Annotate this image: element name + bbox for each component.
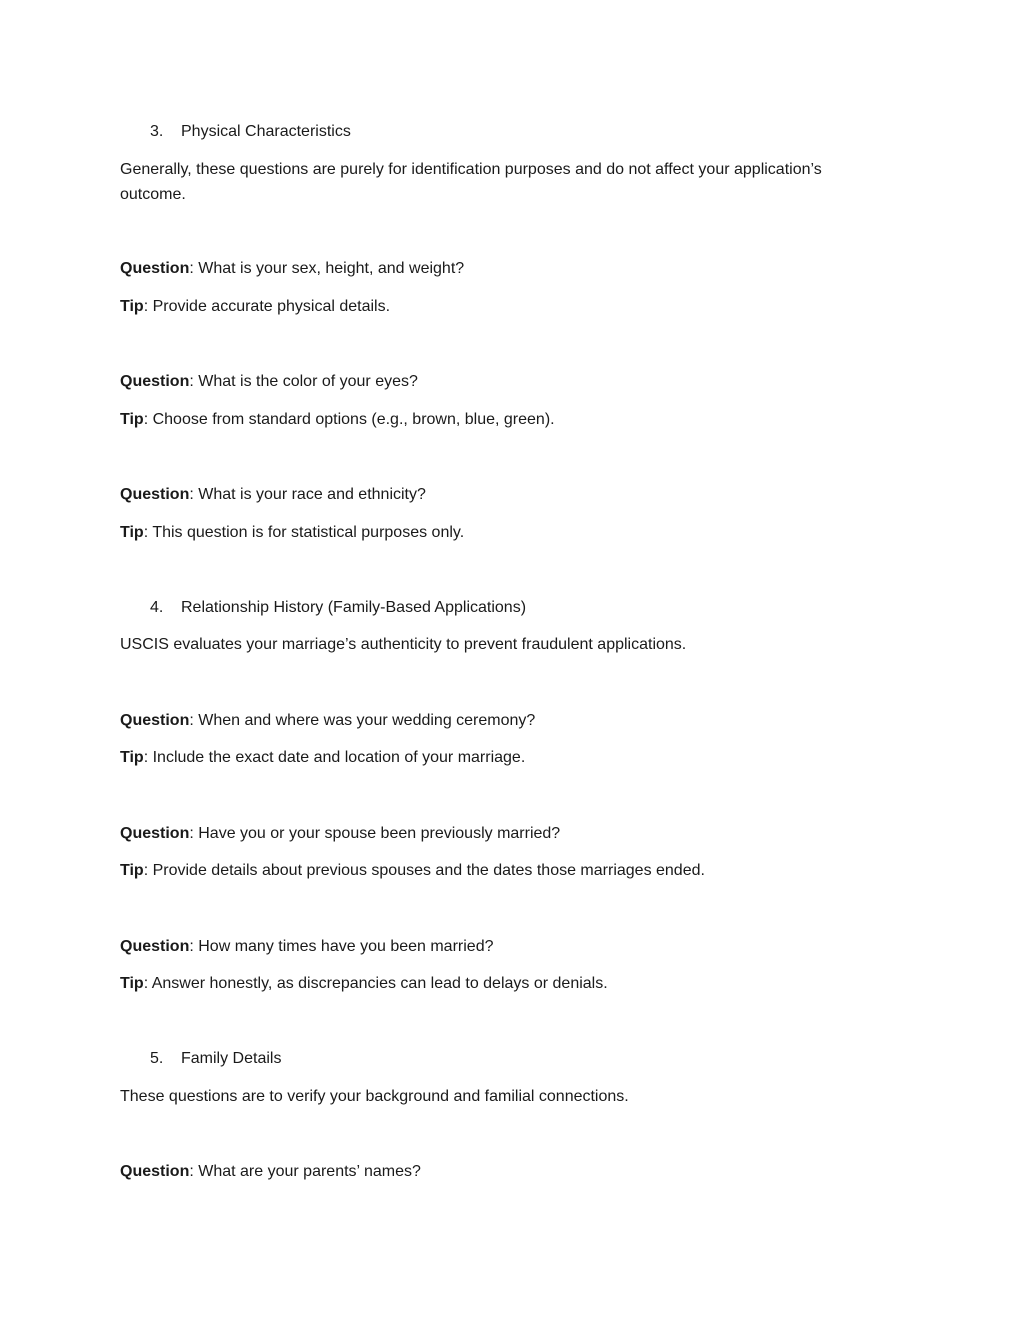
question-label: Question (120, 1163, 190, 1180)
question-label: Question (120, 260, 190, 277)
tip-label: Tip (120, 524, 144, 541)
question-label: Question (120, 373, 190, 390)
section-intro: Generally, these questions are purely for identification purposes and do not affect your application’s outcome. (120, 161, 822, 203)
question-line (120, 935, 493, 959)
label-separator: : (143, 749, 153, 766)
label-separator: : (189, 260, 199, 277)
section-heading (150, 596, 526, 620)
question-label: Question (120, 486, 190, 503)
section-title: Physical Characteristics (181, 123, 351, 140)
question-text: How many times have you been married? (198, 938, 494, 955)
question-label: Question (120, 712, 190, 729)
label-separator: : (143, 298, 153, 315)
section-number: 5. (150, 1050, 164, 1067)
section-title: Relationship History (Family-Based Applications) (181, 599, 527, 616)
label-separator: : (189, 373, 199, 390)
tip-label: Tip (120, 862, 144, 879)
question-line (120, 257, 464, 281)
tip-line (120, 972, 608, 996)
section-number: 4. (150, 599, 164, 616)
tip-line (120, 408, 555, 432)
question-line (120, 1160, 421, 1184)
section-intro: These questions are to verify your background and familial connections. (120, 1088, 629, 1105)
label-separator: : (143, 862, 153, 879)
section-intro: USCIS evaluates your marriage’s authenticity to prevent fraudulent applications. (120, 636, 687, 653)
tip-text: Choose from standard options (e.g., brown, blue, green). (152, 411, 555, 428)
tip-text: This question is for statistical purposes only. (152, 524, 465, 541)
label-separator: : (189, 712, 199, 729)
tip-label: Tip (120, 298, 144, 315)
section-heading (150, 120, 351, 144)
tip-text: Provide accurate physical details. (152, 298, 391, 315)
question-label: Question (120, 825, 190, 842)
label-separator: : (189, 1163, 199, 1180)
tip-text: Include the exact date and location of your marriage. (152, 749, 526, 766)
question-text: What is the color of your eyes? (198, 373, 418, 390)
question-line (120, 370, 418, 394)
tip-text: Answer honestly, as discrepancies can lead to delays or denials. (151, 975, 608, 992)
tip-line (120, 859, 705, 883)
label-separator: : (143, 411, 153, 428)
tip-text: Provide details about previous spouses and the dates those marriages ended. (152, 862, 705, 879)
question-line (120, 483, 426, 507)
label-separator: : (143, 975, 152, 992)
label-separator: : (189, 825, 199, 842)
label-separator: : (189, 938, 199, 955)
tip-label: Tip (120, 749, 144, 766)
question-text: What is your sex, height, and weight? (198, 260, 465, 277)
section-heading (150, 1047, 281, 1071)
question-text: When and where was your wedding ceremony? (198, 712, 536, 729)
section-title: Family Details (181, 1050, 282, 1067)
question-line (120, 709, 535, 733)
label-separator: : (189, 486, 199, 503)
tip-line (120, 521, 464, 545)
section-number: 3. (150, 123, 164, 140)
question-label: Question (120, 938, 190, 955)
question-text: What is your race and ethnicity? (198, 486, 426, 503)
label-separator: : (143, 524, 153, 541)
tip-line (120, 746, 525, 770)
tip-label: Tip (120, 411, 144, 428)
question-line (120, 822, 560, 846)
tip-label: Tip (120, 975, 144, 992)
question-text: Have you or your spouse been previously married? (198, 825, 561, 842)
question-text: What are your parents’ names? (198, 1163, 421, 1180)
tip-line (120, 295, 390, 319)
